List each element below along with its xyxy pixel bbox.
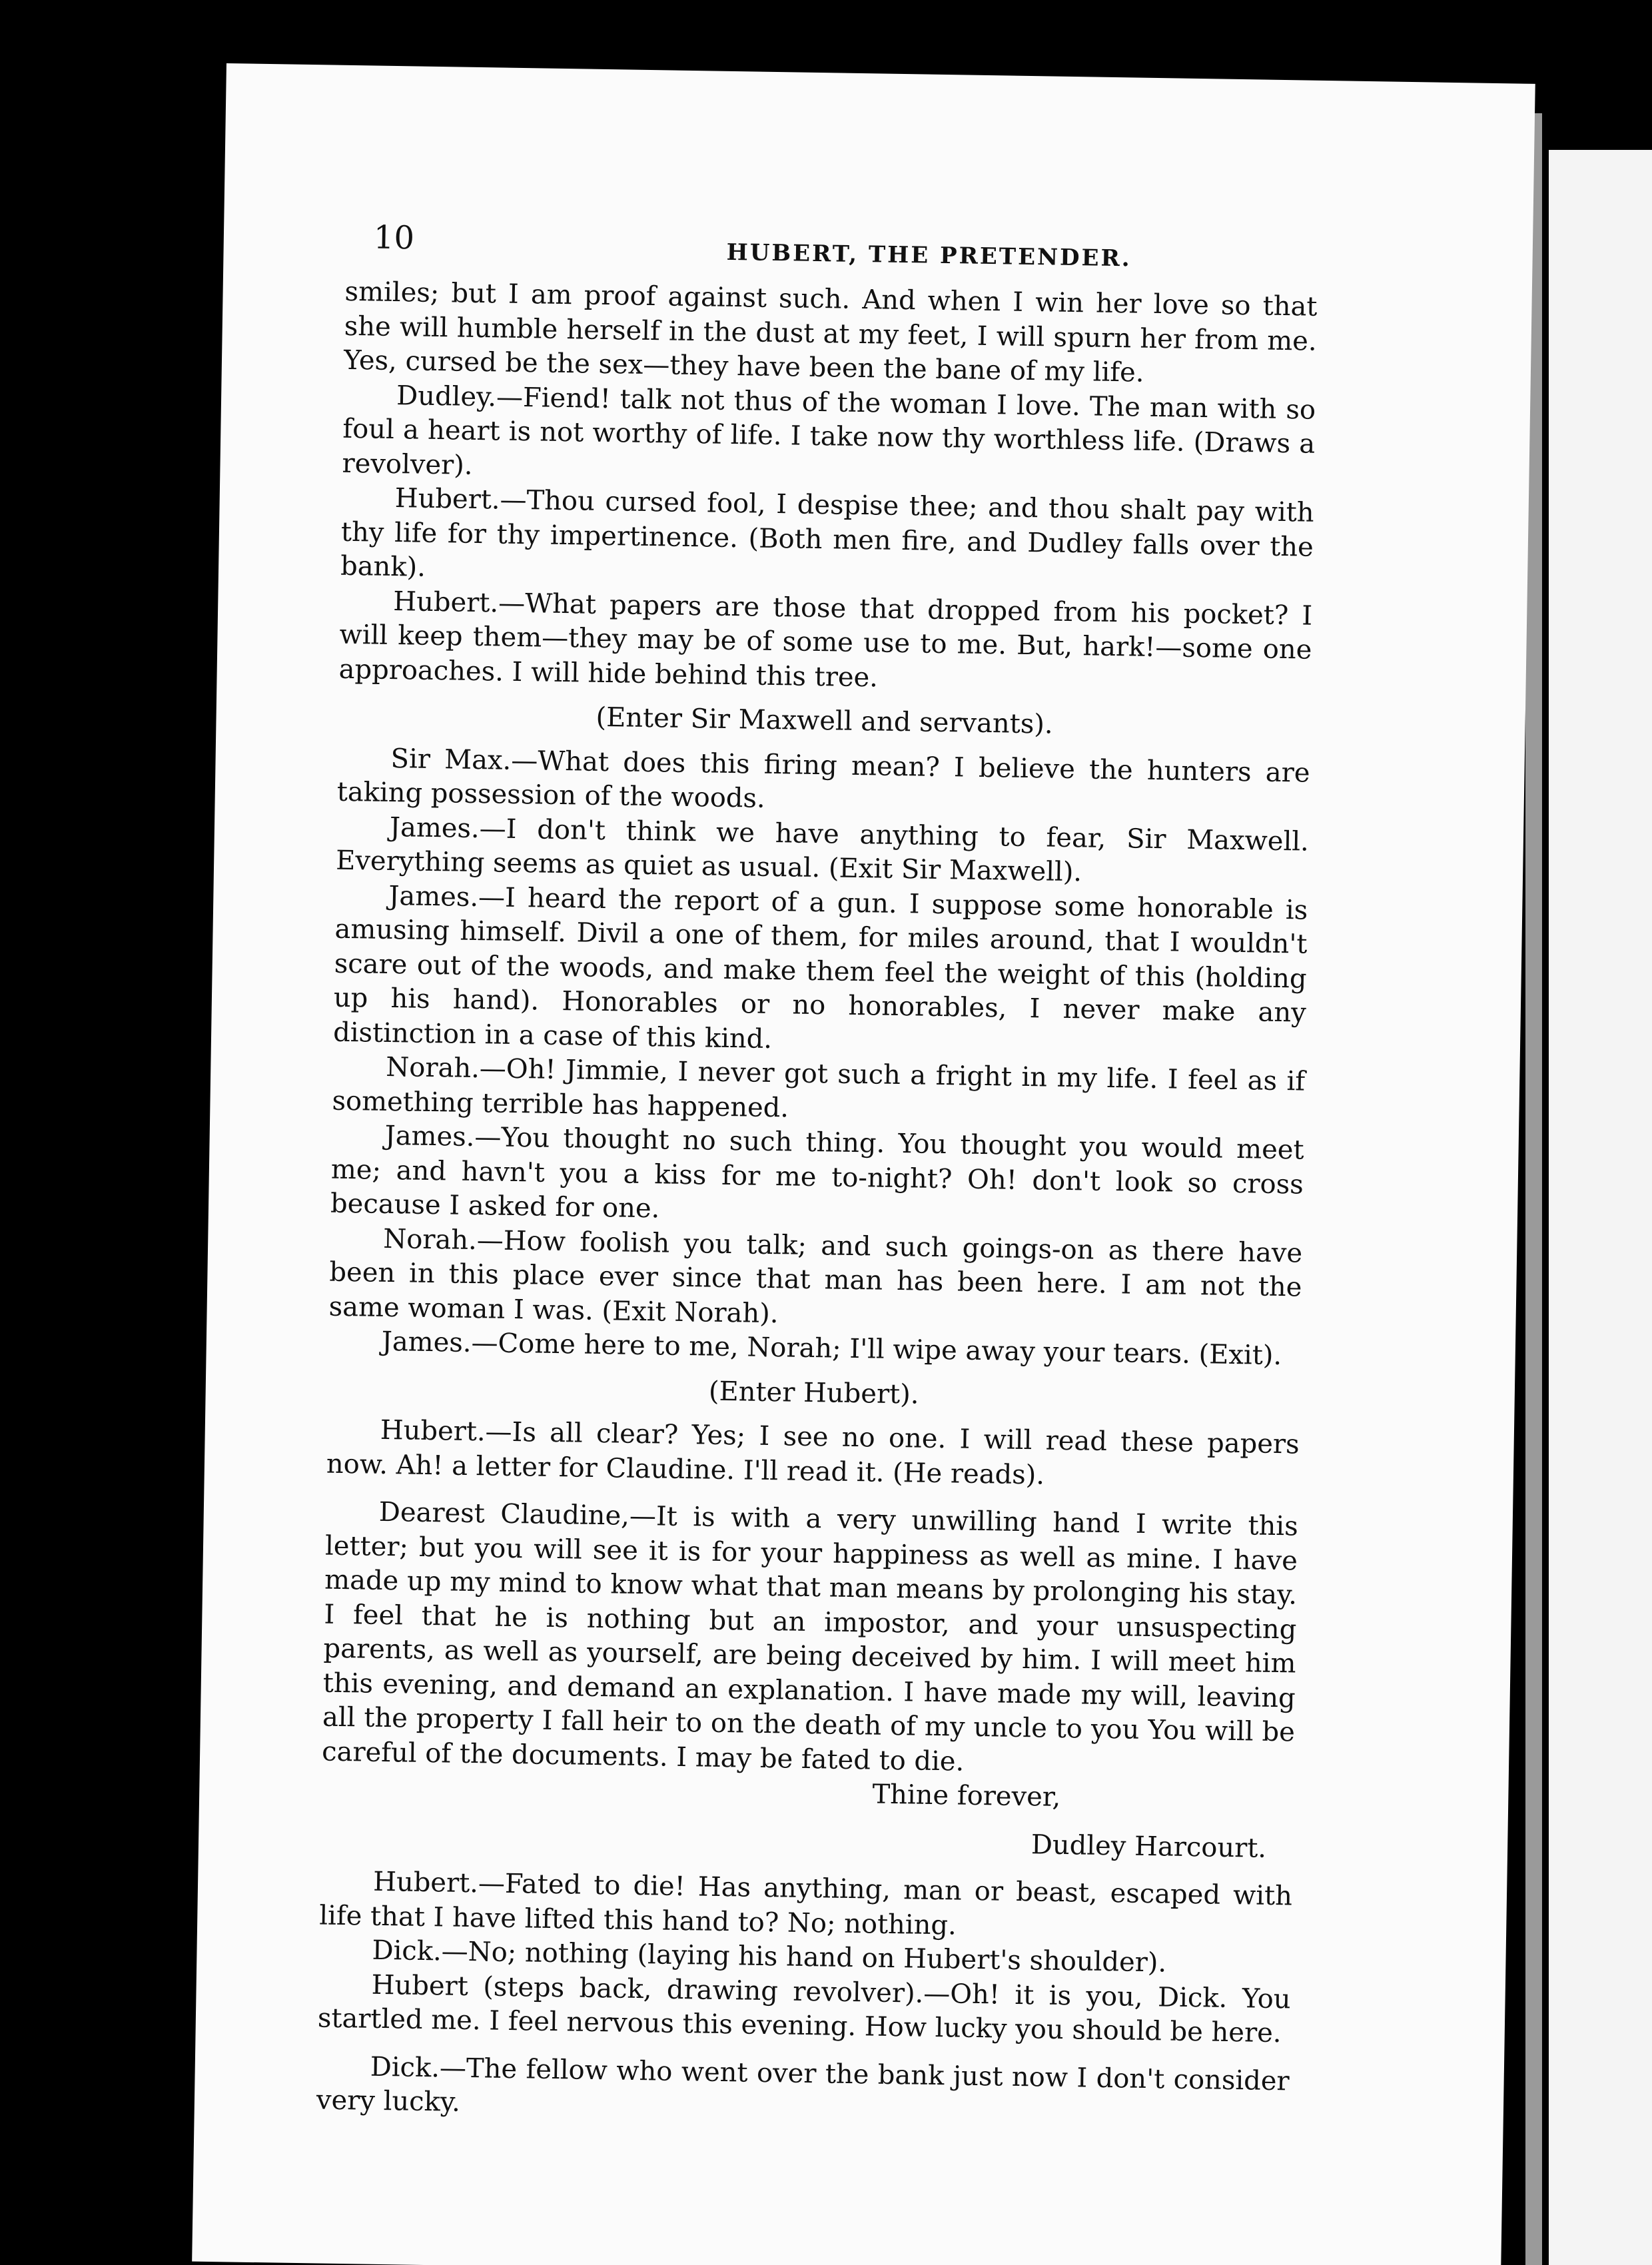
paragraph: Norah.—How foolish you talk; and such goings-on as there have been in this place ever since that man has been here. I am not the same woman I was. (Exit Norah). [328,1223,1303,1329]
page-text [316,275,1318,2133]
letter-body: Dearest Claudine,—It is with a very unwilling hand I write this letter; but you will see it is for your happiness as well as mine. I have made up my mind to know what that man means by prolonging his stay. I feel that he is nothing but an impostor, and your unsuspecting parents, as well as yourself, are being deceived by him. I will meet him this evening, and demand an explanation. I have made my will, leaving all the property I fall heir to on the death of my uncle to you You will be careful of the documents. I may be fated to die. [321,1496,1299,1777]
paragraph: Hubert (steps back, drawing revolver).—Oh! it is you, Dick. You startled me. I feel nervous this evening. How lucky you should be here. [317,1969,1291,2049]
paragraph: Dudley.—Fiend! talk not thus of the woman I love. The man with so foul a heart is not worthy of life. I take now thy worthless life. (Draws a revolver). [342,380,1316,481]
book-page [192,63,1535,2265]
letter-signature: Dudley Harcourt. [1031,1829,1267,1864]
paragraph: Hubert.—What papers are those that dropped from his pocket? I will keep them—they may be of some use to me. But, hark!—some one approaches. I will hide behind this tree. [338,586,1313,693]
adjacent-page [1549,150,1652,2265]
paragraph: smiles; but I am proof against such. And when I win her love so that she will humble herself in the dust at my feet, I will spurn her from me. Yes, cursed be the sex—they have been the bane of my life. [343,276,1318,388]
stage-direction: (Enter Hubert). [708,1376,919,1410]
paragraph: Hubert.—Thou cursed fool, I despise thee; and thou shalt pay with thy life for thy impertinence. (Both men fire, and Dudley falls over the bank). [340,483,1314,583]
paragraph: Dick.—No; nothing (laying his hand on Hubert's shoulder). [372,1935,1167,1979]
stage-direction: (Enter Sir Maxwell and servants). [596,701,1053,740]
paragraph: Dick.—The fellow who went over the bank just now I don't consider very lucky. [316,2051,1290,2118]
paragraph: James.—I heard the report of a gun. I suppose some honorable is amusing himself. Divil a one of them, for miles around, that I wouldn't scare out of the woods, and make them feel the weight of this (holding up his hand). Honorables or no honorables, I never make any distinction in a case of this kind. [332,880,1308,1055]
running-head [373,219,1426,276]
page-number: 10 [373,219,415,257]
paragraph: Hubert.—Is all clear? Yes; I see no one. I will read these papers now. Ah! a letter for Claudine. I'll read it. (He reads). [326,1414,1300,1491]
letter-closing: Thine forever, [872,1779,1061,1813]
running-title: HUBERT, THE PRETENDER. [726,238,1132,272]
paragraph: James.—I don't think we have anything to fear, Sir Maxwell. Everything seems as quiet as usual. (Exit Sir Maxwell). [335,811,1310,888]
paragraph: Norah.—Oh! Jimmie, I never got such a fright in my life. I feel as if something terrible has happened. [332,1051,1306,1123]
paragraph: James.—You thought no such thing. You thought you would meet me; and havn't you a kiss for me to-night? Oh! don't look so cross because I asked for one. [330,1120,1304,1224]
paragraph: Sir Max.—What does this firing mean? I believe the hunters are taking possession of the woods. [336,743,1310,814]
paragraph: Hubert.—Fated to die! Has anything, man or beast, escaped with life that I have lifted this hand to? No; nothing. [318,1866,1293,1941]
paragraph: James.—Come here to me, Norah; I'll wipe away your tears. (Exit). [381,1326,1282,1372]
